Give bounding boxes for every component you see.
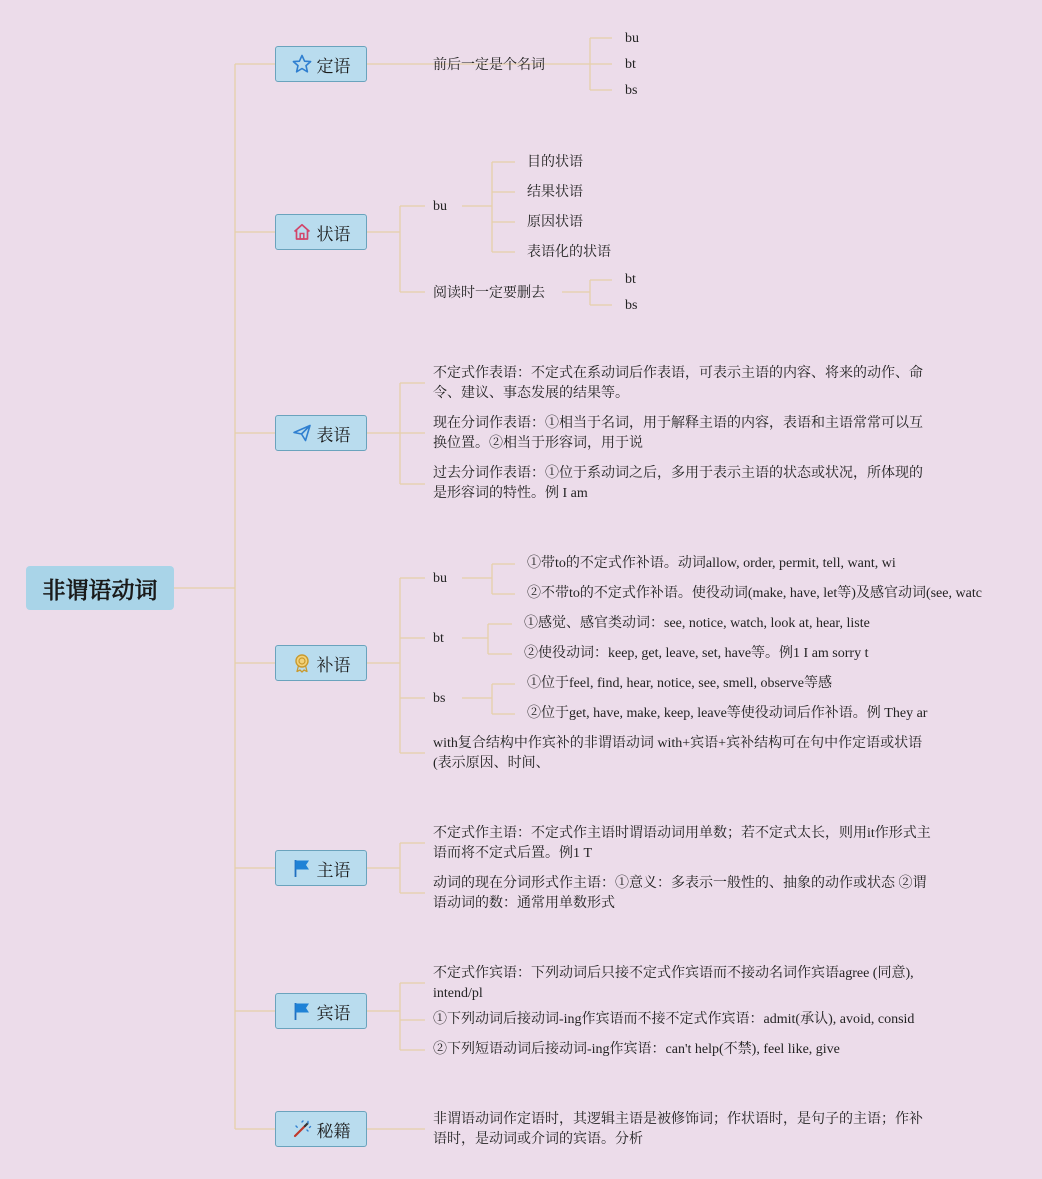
- branch-label: 补语: [316, 655, 351, 676]
- branch-label: 状语: [316, 224, 351, 245]
- leaf-node[interactable]: ②使役动词：keep, get, leave, set, have等。例1 I am sorry t: [524, 646, 869, 661]
- leaf-node[interactable]: ②不带to的不定式作补语。使役动词(make, have, let等)及感官动词(see, watc: [527, 586, 982, 601]
- node-text[interactable]: 不定式作宾语：下列动词后只接不定式作宾语而不接动名词作宾语agree (同意), intend/pl: [433, 966, 914, 1001]
- leaf-node[interactable]: ①带to的不定式作补语。动词allow, order, permit, tell, want, wi: [527, 556, 896, 571]
- node-text[interactable]: 现在分词作表语：①相当于名词，用于解释主语的内容，表语和主语常常可以互换位置。②相当于形容词，用于说: [433, 416, 923, 451]
- node-text[interactable]: bu: [433, 571, 447, 586]
- home-icon: [292, 222, 312, 242]
- node-text[interactable]: bt: [433, 631, 444, 646]
- leaf-node[interactable]: ②位于get, have, make, keep, leave等使役动词后作补语。例 They ar: [527, 706, 928, 721]
- paper-plane-icon: [292, 423, 312, 443]
- branch-binyu[interactable]: [275, 993, 367, 1029]
- node-text[interactable]: 不定式作表语：不定式在系动词后作表语，可表示主语的内容、将来的动作、命令、建议、事态发展的结果等。: [433, 366, 923, 401]
- leaf-node[interactable]: 原因状语: [527, 214, 583, 230]
- node-text[interactable]: bu: [433, 199, 447, 214]
- node-text[interactable]: 阅读时一定要删去: [433, 285, 545, 301]
- node-text[interactable]: 前后一定是个名词: [433, 57, 545, 73]
- star-icon: [292, 54, 312, 74]
- leaf-node[interactable]: bs: [625, 298, 638, 313]
- branch-zhuyu[interactable]: [275, 850, 367, 886]
- node-text[interactable]: 过去分词作表语：①位于系动词之后，多用于表示主语的状态或状况，所体现的是形容词的特性。例 I am: [433, 466, 923, 501]
- leaf-node[interactable]: 表语化的状语: [527, 244, 611, 260]
- node-text[interactable]: 动词的现在分词形式作主语：①意义：多表示一般性的、抽象的动作或状态 ②谓语动词的数：通常用单数形式: [433, 876, 927, 911]
- leaf-node[interactable]: ①感觉、感官类动词：see, notice, watch, look at, hear, liste: [524, 616, 870, 631]
- leaf-node[interactable]: bu: [625, 31, 639, 46]
- branch-zhuangyu[interactable]: [275, 214, 367, 250]
- branch-buyu[interactable]: [275, 645, 367, 681]
- branch-label: 表语: [316, 425, 351, 446]
- leaf-node[interactable]: 目的状语: [527, 154, 583, 170]
- branch-miji[interactable]: [275, 1111, 367, 1147]
- node-text[interactable]: with复合结构中作宾补的非谓语动词 with+宾语+宾补结构可在句中作定语或状语(表示原因、时间、: [433, 736, 923, 771]
- node-text[interactable]: 不定式作主语：不定式作主语时谓语动词用单数；若不定式太长，则用it作形式主语而将不定式后置。例1 T: [433, 826, 931, 861]
- branch-label: 主语: [316, 860, 351, 881]
- branch-biaoyu[interactable]: [275, 415, 367, 451]
- branch-dingyu[interactable]: [275, 46, 367, 82]
- branch-label: 秘籍: [316, 1121, 351, 1142]
- branch-label: 定语: [316, 56, 351, 77]
- branch-label: 宾语: [316, 1003, 351, 1024]
- root-topic[interactable]: 非谓语动词: [26, 566, 174, 610]
- magic-wand-icon: [292, 1119, 312, 1139]
- flag-icon: [292, 858, 312, 878]
- leaf-node[interactable]: bs: [625, 83, 638, 98]
- leaf-node[interactable]: ①位于feel, find, hear, notice, see, smell, observe等感: [527, 676, 833, 691]
- node-text[interactable]: bs: [433, 691, 446, 706]
- leaf-node[interactable]: bt: [625, 57, 636, 72]
- award-icon: [292, 653, 312, 673]
- flag-icon: [292, 1001, 312, 1021]
- node-text[interactable]: 非谓语动词作定语时，其逻辑主语是被修饰词；作状语时，是句子的主语；作补语时，是动词或介词的宾语。分析: [433, 1112, 923, 1147]
- leaf-node[interactable]: bt: [625, 272, 636, 287]
- leaf-node[interactable]: 结果状语: [527, 184, 583, 200]
- node-text[interactable]: ②下列短语动词后接动词-ing作宾语：can't help(不禁), feel like, give: [433, 1042, 840, 1057]
- node-text[interactable]: ①下列动词后接动词-ing作宾语而不接不定式作宾语：admit(承认), avoid, consid: [433, 1012, 915, 1027]
